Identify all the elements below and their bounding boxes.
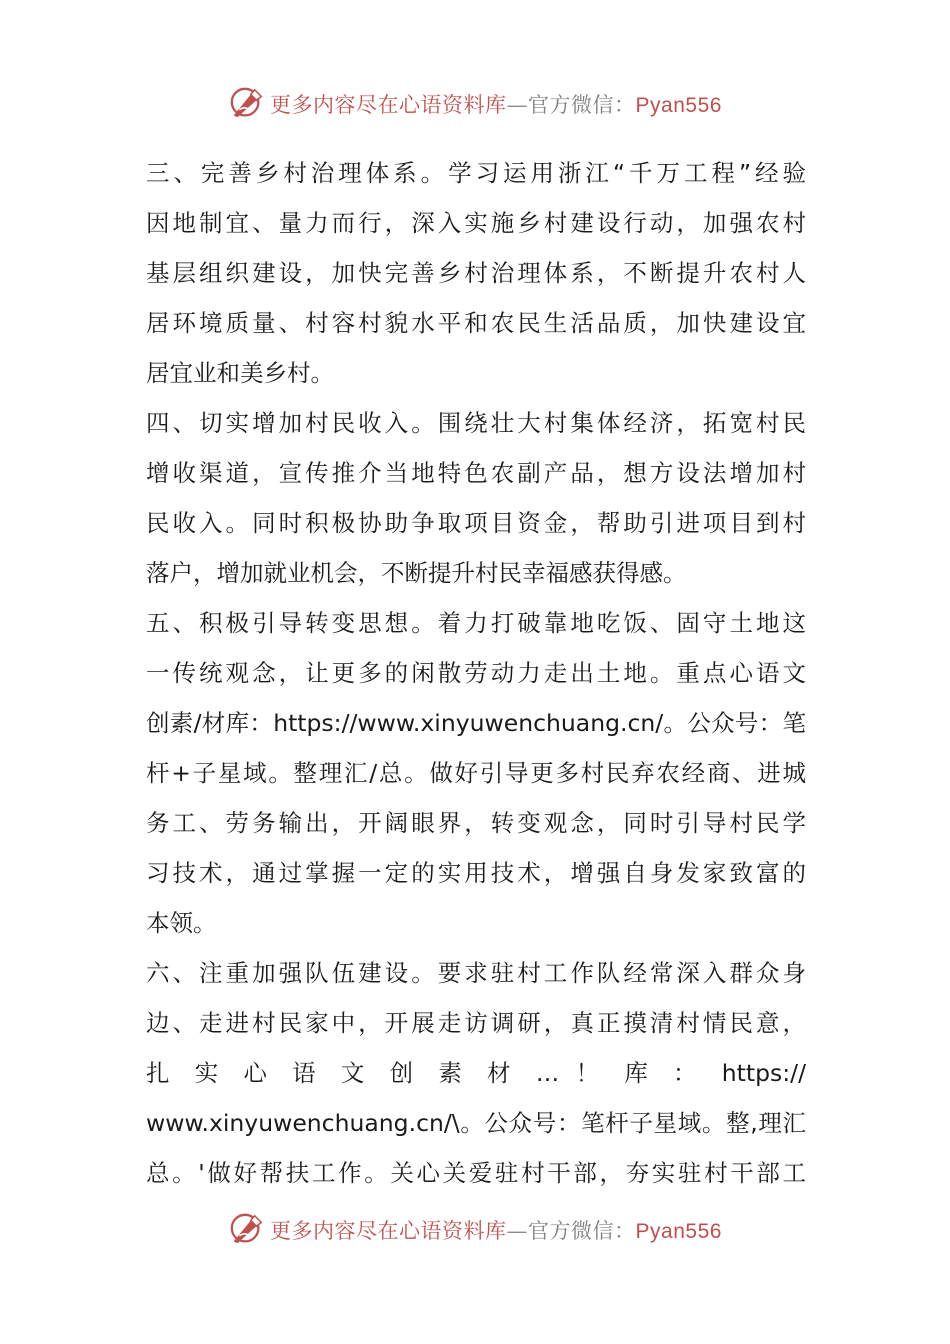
body-line: 六、注重加强队伍建设。要求驻村工作队经常深入群众身 (146, 959, 806, 987)
body-line: 落户，增加就业机会，不断提升村民幸福感获得感。 (146, 559, 687, 587)
footer-text (270, 1215, 722, 1245)
body-line: 总。'做好帮扶工作。关心关爱驻村干部，夯实驻村干部工 (146, 1159, 806, 1187)
footer-wechat-label: 官方微信： (528, 1219, 636, 1243)
footer-wechat-id: Pyan556 (635, 1220, 722, 1243)
article-body (146, 148, 806, 1198)
footer-separator: — (506, 1219, 529, 1243)
body-line: 基层组织建设，加快完善乡村治理体系，不断提升农村人 (146, 259, 806, 287)
body-line: 三、完善乡村治理体系。学习运用浙江“千万工程”经验 (146, 159, 806, 187)
footer-brand: 更多内容尽在心语资料库 (270, 1219, 507, 1243)
header-wechat-id: Pyan556 (635, 94, 722, 117)
body-line: 边、走进村民家中，开展走访调研，真正摸清村情民意， (146, 1009, 806, 1037)
body-line: 一传统观念，让更多的闲散劳动力走出土地。重点心语文 (146, 659, 806, 687)
body-line: 民收入。同时积极协助争取项目资金，帮助引进项目到村 (146, 509, 806, 537)
pen-nib-logo-icon (228, 85, 266, 123)
body-line: 居环境质量、村容村貌水平和农民生活品质，加快建设宜 (146, 309, 806, 337)
body-line: 五、积极引导转变思想。着力打破靠地吃饭、固守土地这 (146, 609, 806, 637)
body-line: 居宜业和美乡村。 (146, 359, 334, 387)
header-separator: — (506, 93, 529, 117)
body-line: 四、切实增加村民收入。围绕壮大村集体经济，拓宽村民 (146, 409, 806, 437)
pen-nib-logo-icon (228, 1211, 266, 1249)
header-brand: 更多内容尽在心语资料库 (270, 93, 507, 117)
footer-banner (0, 1208, 950, 1252)
body-line: 务工、劳务输出，开阔眼界，转变观念，同时引导村民学 (146, 809, 806, 837)
header-text (270, 89, 722, 119)
header-wechat-label: 官方微信： (528, 93, 636, 117)
body-line: 因地制宜、量力而行，深入实施乡村建设行动，加强农村 (146, 209, 806, 237)
body-line: www.xinyuwenchuang.cn/\。公众号：笔杆子星域。整,理汇 (146, 1109, 806, 1137)
body-line: 习技术，通过掌握一定的实用技术，增强自身发家致富的 (146, 859, 806, 887)
body-line: 创素/材库：https://www.xinyuwenchuang.cn/。公众号：笔 (146, 709, 806, 737)
body-line: 杆+子星域。整理汇/总。做好引导更多村民弃农经商、进城 (146, 759, 806, 787)
body-line: 增收渠道，宣传推介当地特色农副产品，想方设法增加村 (146, 459, 806, 487)
header-banner (0, 82, 950, 126)
body-line: 本领。 (146, 909, 217, 937)
body-line: 扎 实 心 语 文 创 素 材 … ！ 库 ： https:// (146, 1059, 806, 1087)
